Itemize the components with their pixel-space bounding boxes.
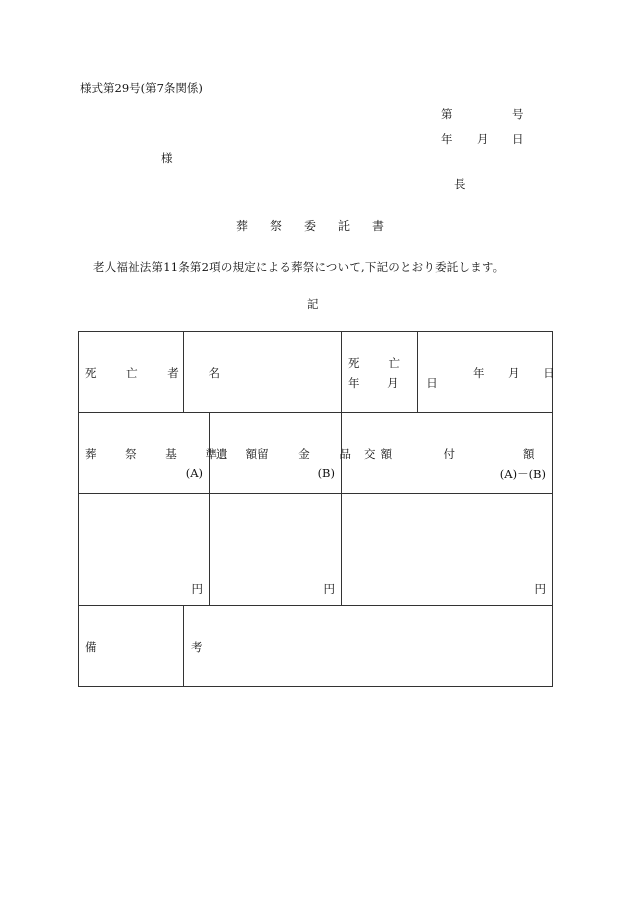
funeral-standard-header: [79, 413, 270, 494]
body-text: 老人福祉法第11条第2項の規定による葬祭について,下記のとおり委託します。: [93, 260, 505, 274]
payment-label: 交 付 額: [364, 447, 550, 461]
table-row-remarks: [79, 606, 553, 687]
ki-label: 記: [307, 297, 319, 311]
date-month-label: 月: [477, 132, 489, 146]
remarks-label: 備 考: [85, 640, 218, 654]
death-label-line1: 死 亡: [348, 356, 402, 370]
payment-sub: (A)－(B): [499, 467, 546, 481]
table-row-amounts: [79, 494, 553, 606]
remaining-money-amount-field[interactable]: [210, 494, 342, 606]
remaining-money-label: 遺 留 金 品 額: [216, 447, 406, 461]
document-number-suffix: 号: [512, 107, 524, 121]
deceased-name-field[interactable]: [184, 332, 342, 413]
death-date-label-cell: [342, 332, 450, 413]
deceased-name-label-cell: [79, 332, 233, 413]
remaining-money-sub: (B): [317, 466, 335, 480]
sender-title: 長: [454, 177, 466, 191]
payment-amount-field[interactable]: [342, 494, 553, 606]
table-row-amount-headers: [79, 413, 553, 494]
remaining-money-header: [210, 413, 406, 494]
yen-unit-a: 円: [191, 582, 203, 596]
payment-header: [342, 413, 553, 494]
death-date-field[interactable]: [418, 332, 565, 413]
remarks-label-cell: [79, 606, 218, 687]
remarks-field[interactable]: [184, 606, 553, 687]
funeral-standard-sub: (A): [185, 466, 203, 480]
funeral-standard-label: 葬 祭 基 準 額: [85, 447, 270, 461]
deceased-name-label-text: 死 亡 者 名: [85, 366, 233, 380]
table-row-deceased: [79, 332, 553, 413]
form-number: 様式第29号(第7条関係): [80, 81, 203, 95]
date-day-label: 日: [512, 132, 524, 146]
deceased-name-label: [85, 365, 233, 381]
document-title: 葬祭委託書: [236, 219, 407, 233]
yen-unit-b: 円: [323, 582, 335, 596]
funeral-standard-amount-field[interactable]: [79, 494, 210, 606]
date-year-label: 年: [441, 132, 453, 146]
entrustment-table: [78, 331, 565, 687]
document-number-label: 第: [441, 107, 453, 121]
addressee-suffix: 様: [161, 151, 173, 165]
yen-unit-c: 円: [534, 582, 546, 596]
death-label-line2: 年 月 日: [348, 376, 450, 390]
death-date-value: 年 月 日: [473, 366, 565, 380]
